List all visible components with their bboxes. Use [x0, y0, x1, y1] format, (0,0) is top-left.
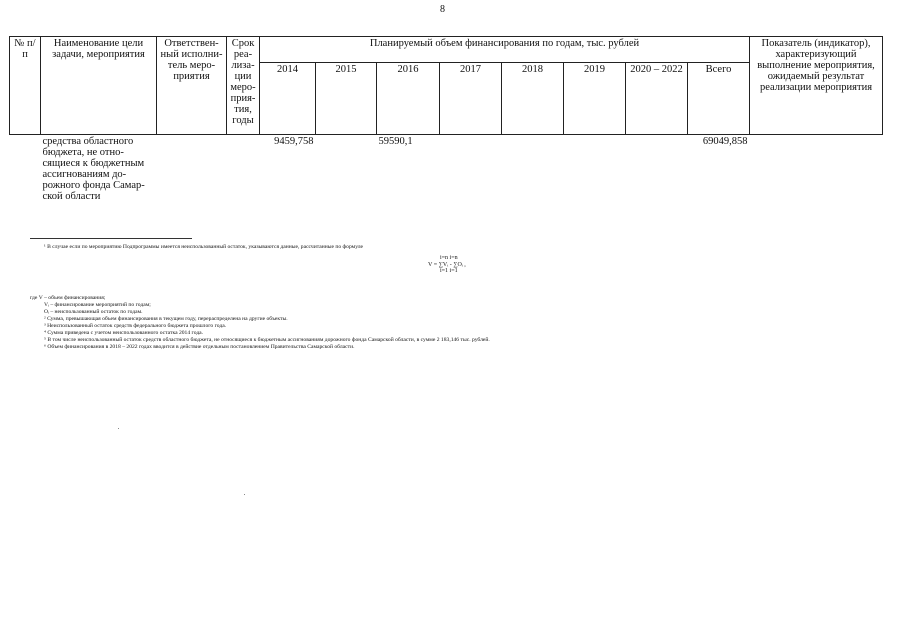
- value-2014: 9459,758: [274, 136, 314, 147]
- row-executor: [157, 135, 227, 209]
- footnote-4: ⁴ Сумма приведена с учетом неиспользованного остатка 2014 года.: [44, 330, 204, 336]
- value-2017: [440, 135, 502, 209]
- scan-speck: [118, 428, 119, 429]
- header-indicator: Показатель (индикатор), характеризующий выполнение мероприятия, ожидаемый результат реализации мероприятия: [750, 37, 883, 135]
- value-total: 69049,858: [702, 136, 748, 147]
- value-2019: [564, 135, 626, 209]
- footnote-separator: [30, 238, 192, 239]
- page-number: 8: [440, 4, 445, 15]
- financing-table: [9, 36, 883, 209]
- footnote-6: ⁶ Объем финансирования в 2018 – 2022 годах вводится в действие отдельным постановлением Правительства Самарской области.: [44, 344, 355, 350]
- footnote-3: ³ Неиспользованный остаток средств федерального бюджета прошлого года.: [44, 323, 227, 329]
- footnote-1: ¹ В случае если по мероприятию Подпрограммы имеется неиспользованный остаток, указываются данные, рассчитанные по формуле: [44, 244, 364, 250]
- scan-speck: [244, 494, 245, 495]
- value-2015: [316, 135, 377, 209]
- header-year-2015: 2015: [316, 63, 377, 135]
- formula: [428, 255, 466, 275]
- row-indicator: [750, 135, 883, 209]
- row-number: [10, 135, 41, 209]
- header-year-2017: 2017: [440, 63, 502, 135]
- row-term: [227, 135, 260, 209]
- footnote-oi: Oᵢ – неиспользованный остаток по годам.: [44, 309, 143, 315]
- footnote-vi: Vᵢ – финансирование мероприятий по годам;: [44, 302, 151, 308]
- footnote-where: где V – объем финансирования;: [30, 295, 106, 301]
- header-name: Наименование цели задачи, мероприятия: [41, 37, 157, 135]
- header-year-2019: 2019: [564, 63, 626, 135]
- header-year-2018: 2018: [502, 63, 564, 135]
- footnote-2: ² Сумма, превышающая объем финансирования в текущем году, перераспределена на другие объекты.: [44, 316, 288, 322]
- header-number: № п/п: [10, 37, 41, 135]
- header-executor: Ответствен-ный исполни-тель меро-приятия: [157, 37, 227, 135]
- row-name: средства областного бюджета, не отно-сящиеся к бюджетным ассигнованиям до-рожного фонда Самар-ской области: [42, 136, 145, 202]
- formula-upper-limits: i=n i=n: [440, 255, 458, 261]
- header-total: Всего: [688, 63, 750, 135]
- header-term: Срок реа-лиза-ции меро-прия-тия, годы: [227, 37, 260, 135]
- header-year-2020-2022: 2020 – 2022: [626, 63, 688, 135]
- footnote-5: ⁵ В том числе неиспользованный остаток средств областного бюджета, не относящиеся к бюджетным ассигнованиям дорожного фонда Самарской области, в сумме 2 183,146 тыс. рублей.: [44, 337, 490, 343]
- formula-lower-limits: i=1 i=1: [440, 268, 458, 274]
- value-2018: [502, 135, 564, 209]
- header-year-2016: 2016: [377, 63, 440, 135]
- formula-expression: V = ∑Vᵢ - ∑Oᵢ ,: [428, 261, 466, 268]
- value-2020-2022: [626, 135, 688, 209]
- value-2016: 59590,1: [378, 136, 413, 147]
- header-year-2014: 2014: [260, 63, 316, 135]
- header-planned-financing: Планируемый объем финансирования по годам, тыс. рублей: [260, 37, 750, 63]
